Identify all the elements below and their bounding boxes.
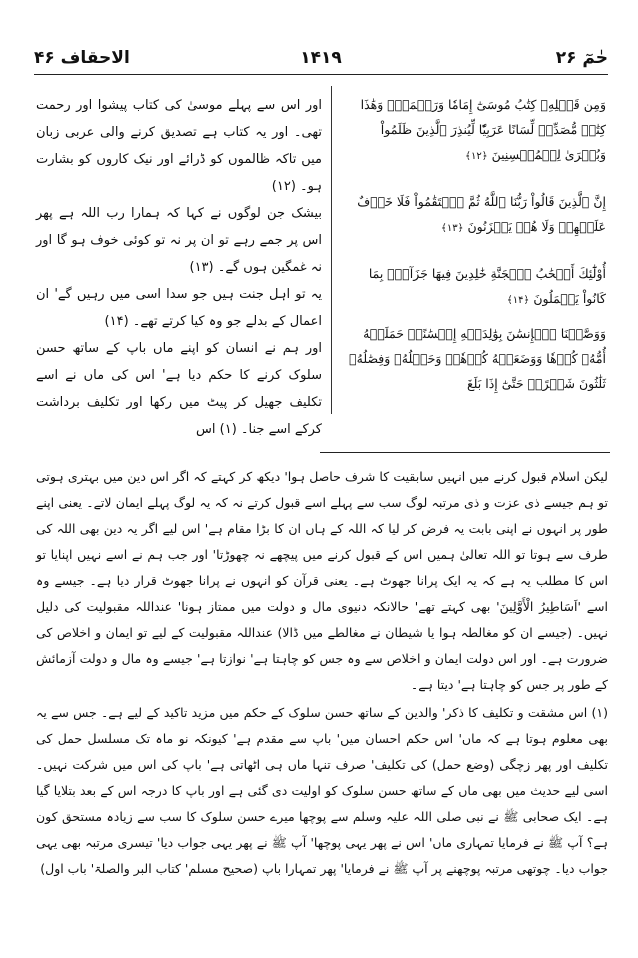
translation-15: اور ہم نے انسان کو اپنے ماں باپ کے ساتھ حسن سلوک کرنے کا حکم دیا ہے' اس کی ماں نے اسے تکلیف جھیل کر پیٹ میں رکھا اور تکلیف برداشت کرکے اسے جنا۔ (۱) اس [36, 341, 322, 437]
ayah-15-start [342, 321, 606, 396]
ayah-14 [342, 261, 606, 313]
page-number: ۱۴۱۹ [300, 48, 342, 68]
ayah-13 [342, 189, 606, 241]
commentary [36, 464, 608, 882]
translation-13: بیشک جن لوگوں نے کہا کہ ہمارا رب اللہ ہے پھر اس پر جمے رہے تو ان پر نہ تو کوئی خوف ہو گا اور نہ غمگین ہوں گے۔ (۱۳) [36, 206, 322, 275]
column-divider [331, 86, 332, 414]
ayah-text: أُوْلَٰٓئِكَ أَصۡحَٰبُ ٱلۡجَنَّةِ خَٰلِدِينَ فِيهَا جَزَآءَۢ بِمَا كَانُواْ يَعۡمَلُونَ [368, 266, 606, 306]
ayah-number: ﴿۱۲﴾ [465, 151, 488, 162]
translation-column [36, 92, 322, 443]
translation-14: یہ تو اہل جنت ہیں جو سدا اسی میں رہیں گے' ان اعمال کے بدلے جو وہ کیا کرتے تھے۔ (۱۴) [36, 287, 322, 329]
ayah-text: وَمِن قَبۡلِهِۦ كِتَٰبُ مُوسَىٰٓ إِمَامٗا وَرَحۡمَةٗۚ وَهَٰذَا كِتَٰبٞ مُّصَدِّقٞ لِّسَانًا عَرَبِيّٗا لِّيُنذِرَ ٱلَّذِينَ ظَلَمُواْ وَبُشۡرَىٰ لِلۡمُحۡسِنِينَ [360, 97, 606, 162]
ayah-number: ﴿۱۳﴾ [441, 223, 464, 234]
commentary-continued: لیکن اسلام قبول کرنے میں انہیں سابقیت کا شرف حاصل ہوا' دیکھ کر کہتے کہ اگر اس دین میں بہتری ہوتی تو ہم جیسے ذی عزت و ذی مرتبہ لوگ سب سے پہلے اسے قبول کرتے نہ کہ یہ لوگ پہلے ایمان لاتے۔ یعنی اپنے طور پر انہوں نے اپنی بابت یہ فرض کر لیا کہ اللہ کے ہاں ان کا بڑا مقام ہے' اس لیے اگر یہ دین بھی اللہ کی طرف سے ہوتا تو اللہ تعالیٰ ہمیں اس کے قبول کرنے میں پیچھے نہ چھوڑتا' اور جب ہم نے اسے نہیں اپنایا تو اس کا مطلب یہ ہے کہ یہ ایک پرانا جھوٹ ہے۔ یعنی قرآن کو انہوں نے پرانا جھوٹ قرار دیا ہے۔ جیسے وہ اسے 'اَسَاطِيرُ الْأَوَّلِينَ' بھی کہتے تھے' حالانکہ دنیوی مال و دولت میں ممتاز ہونا' عنداللہ مقبولیت کی دلیل نہیں۔ (جیسے ان کو مغالطہ ہوا یا شیطان نے مغالطے میں ڈالا) عنداللہ مقبولیت کے لیے تو ایمان و اخلاص کی ضرورت ہے۔ اور اس دولت ایمان و اخلاص سے وہ جس کو چاہتا ہے' نوازتا ہے' جیسے وہ مال و دولت آزمائش کے طور پر جس کو چاہتا ہے' دیتا ہے۔ [36, 469, 608, 692]
surah-title: الاحقاف ۴۶ [34, 48, 130, 68]
ayah-12 [342, 92, 606, 169]
footnote-1: (۱) اس مشقت و تکلیف کا ذکر' والدین کے ساتھ حسن سلوک کے حکم میں مزید تاکید کے لیے ہے۔ جس سے یہ بھی معلوم ہوتا ہے کہ ماں' اس حکم احسان میں' باپ سے مقدم ہے' کیونکہ نو ماہ تک مسلسل حمل کی تکلیف اور پھر زچگی (وضع حمل) کی تکلیف' صرف تنہا ماں ہی اٹھاتی ہے' باپ کی اس میں شرکت نہیں۔ اسی لیے حدیث میں بھی ماں کے ساتھ حسن سلوک کو اولیت دی گئی ہے اور باپ کا درجہ اس کے بعد بتلایا گیا ہے۔ ایک صحابی ﷺ نے نبی صلی اللہ علیہ وسلم سے پوچھا میرے حسن سلوک کا سب سے زیادہ مستحق کون ہے؟ آپ ﷺ نے فرمایا تمہاری ماں' اس نے پھر یہی پوچھا' آپ ﷺ نے پھر یہی جواب دیا' تیسری مرتبہ بھی یہی جواب دیا۔ چوتھی مرتبہ پوچھنے پر آپ ﷺ نے فرمایا' پھر تمہارا باپ (صحیح مسلم' کتاب البر والصلۃ' باب اول) [36, 705, 608, 876]
ayah-text: وَوَصَّيۡنَا ٱلۡإِنسَٰنَ بِوَٰلِدَيۡهِ إِحۡسَٰنًاۖ حَمَلَتۡهُ أُمُّهُۥ كُرۡهٗا وَوَضَعَتۡهُ كُرۡهٗاۖ وَحَمۡلُهُۥ وَفِصَٰلُهُۥ ثَلَٰثُونَ شَهۡرًاۚ حَتَّىٰٓ إِذَا بَلَغَ [349, 326, 606, 391]
ayah-number: ﴿۱۴﴾ [506, 295, 530, 306]
header-rule [34, 74, 608, 75]
translation-12: اور اس سے پہلے موسیٰ کی کتاب پیشوا اور رحمت تھی۔ اور یہ کتاب ہے تصدیق کرنے والی عربی زبان میں تاکہ ظالموں کو ڈرائے اور نیک کاروں کو بشارت ہو۔ (۱۲) [36, 98, 322, 194]
juz-title: حٰمٓ ۲۶ [555, 48, 608, 68]
footnote-rule [320, 452, 610, 453]
arabic-column [342, 92, 606, 416]
page-header [34, 42, 608, 78]
ayah-text: إِنَّ ٱلَّذِينَ قَالُواْ رَبُّنَا ٱللَّهُ ثُمَّ ٱسۡتَقَٰمُواْ فَلَا خَوۡفٌ عَلَيۡهِمۡ وَلَا هُمۡ يَحۡزَنُونَ [357, 194, 606, 234]
